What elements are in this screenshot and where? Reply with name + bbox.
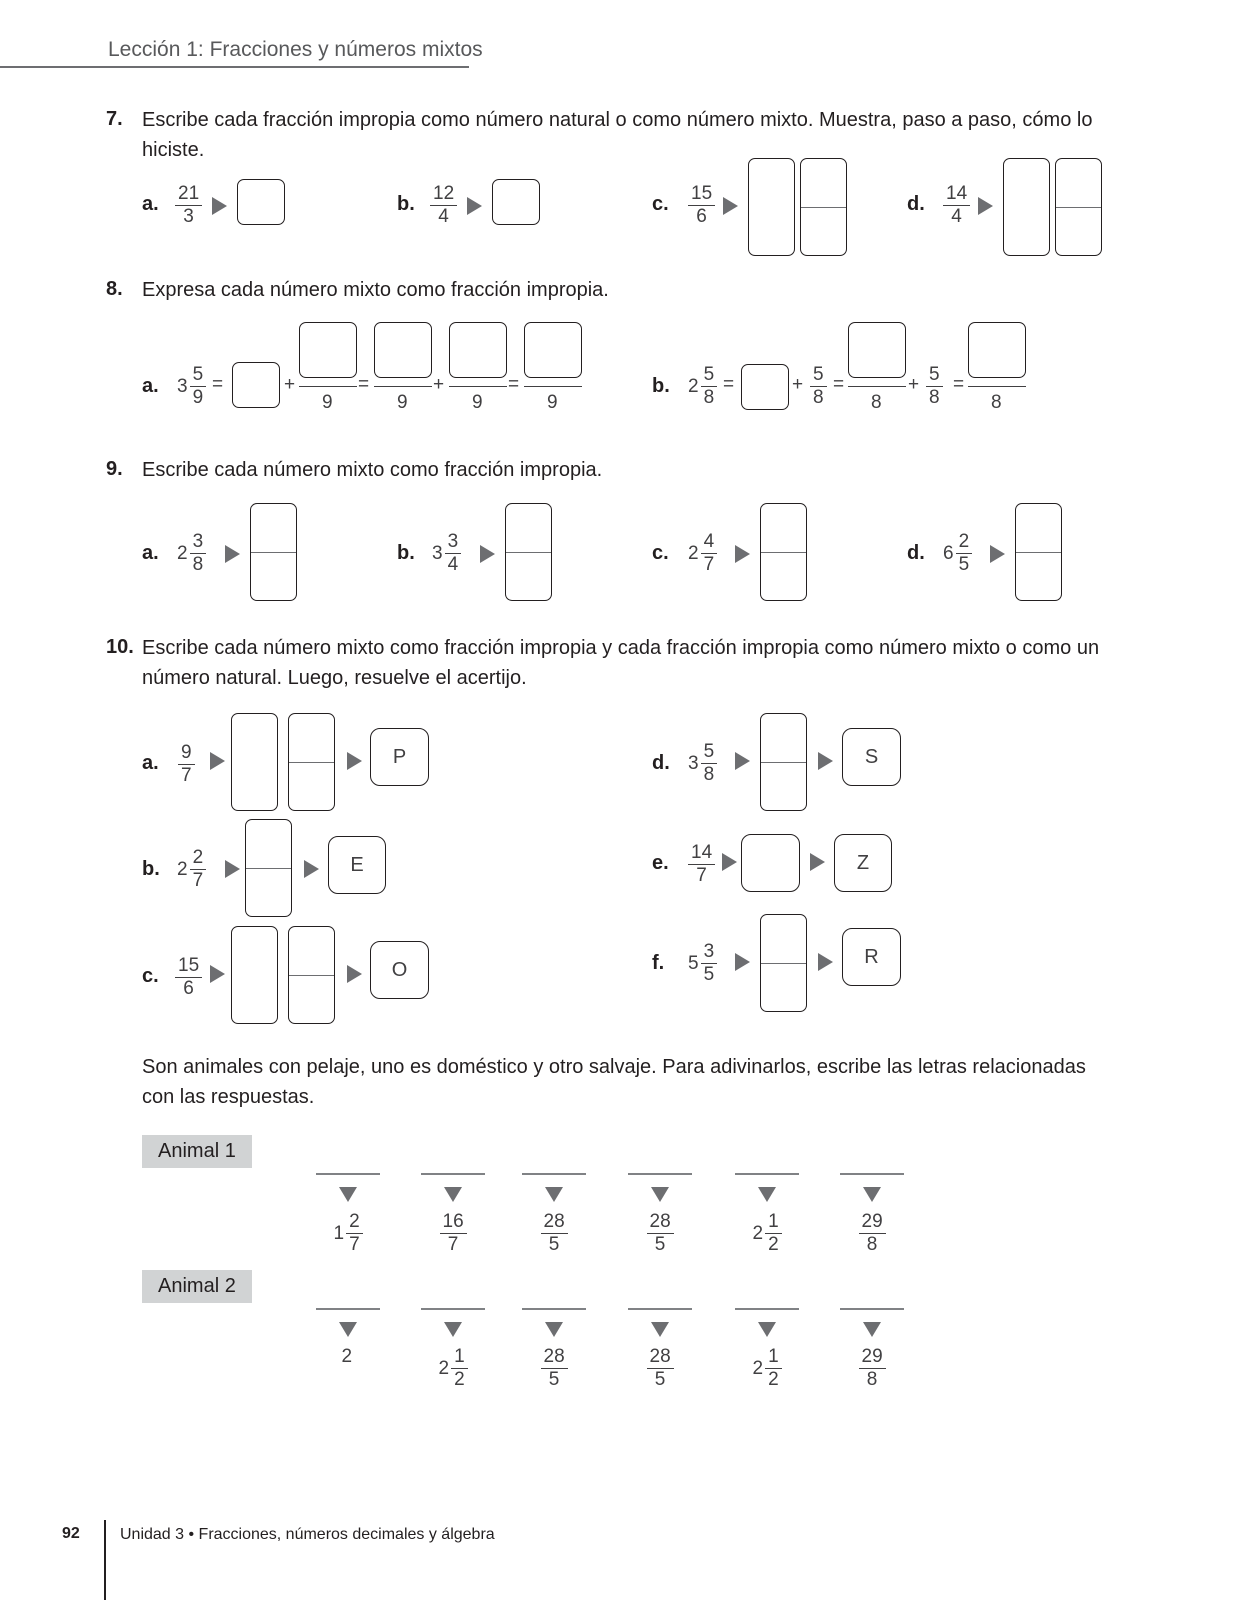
whole-part: 1 bbox=[333, 1222, 345, 1244]
whole-part: 2 bbox=[688, 375, 699, 397]
fraction-part bbox=[190, 364, 207, 409]
fraction-box[interactable] bbox=[288, 713, 335, 811]
fraction-part bbox=[440, 1211, 467, 1256]
arrow-right-icon bbox=[978, 197, 993, 215]
denominator: 5 bbox=[654, 1369, 666, 1390]
fraction-box[interactable] bbox=[505, 503, 552, 601]
letter-blank[interactable] bbox=[735, 1173, 799, 1175]
q8-text: Expresa cada número mixto como fracción impropia. bbox=[142, 279, 609, 301]
q7d-fraction bbox=[943, 183, 970, 228]
letter-box-r: R bbox=[842, 928, 901, 986]
fraction-box[interactable] bbox=[288, 926, 335, 1024]
letter-blank[interactable] bbox=[316, 1308, 380, 1310]
answer-value bbox=[647, 1211, 674, 1256]
q10e-fraction bbox=[688, 842, 715, 887]
arrow-down-icon bbox=[444, 1187, 462, 1202]
q10a-fraction bbox=[178, 742, 195, 787]
arrow-right-icon bbox=[467, 197, 482, 215]
q8-number: 8. bbox=[106, 278, 123, 300]
denominator: 8 bbox=[703, 387, 715, 408]
fraction-box[interactable] bbox=[760, 713, 807, 811]
answer-box[interactable] bbox=[741, 834, 800, 892]
fraction-part bbox=[541, 1346, 568, 1391]
letter-blank[interactable] bbox=[840, 1308, 904, 1310]
arrow-right-icon bbox=[990, 545, 1005, 563]
letter-blank[interactable] bbox=[316, 1173, 380, 1175]
footer-unit-title: Unidad 3 • Fracciones, números decimales y álgebra bbox=[120, 1526, 495, 1543]
whole-part: 2 bbox=[177, 542, 188, 564]
whole-part: 3 bbox=[688, 752, 699, 774]
q8a-mixed-number bbox=[177, 364, 206, 409]
q10a-label: a. bbox=[142, 752, 159, 774]
arrow-down-icon bbox=[339, 1322, 357, 1337]
arrow-right-icon bbox=[722, 853, 737, 871]
q10c-label: c. bbox=[142, 965, 159, 987]
q9d-mixed-number bbox=[943, 531, 972, 576]
numerator: 28 bbox=[541, 1346, 568, 1369]
answer-value bbox=[647, 1346, 674, 1391]
fraction-part bbox=[956, 531, 973, 576]
animal-2-tag: Animal 2 bbox=[142, 1270, 252, 1303]
q7b-label: b. bbox=[397, 193, 415, 215]
q10b-label: b. bbox=[142, 858, 160, 880]
denominator: 8 bbox=[929, 387, 940, 408]
q10-number: 10. bbox=[106, 636, 134, 658]
numerator: 2 bbox=[190, 847, 207, 870]
whole-part: 2 bbox=[438, 1357, 450, 1379]
q9b-label: b. bbox=[397, 542, 415, 564]
arrow-down-icon bbox=[651, 1187, 669, 1202]
denominator: 9 bbox=[397, 392, 408, 413]
arrow-right-icon bbox=[735, 953, 750, 971]
denominator: 9 bbox=[322, 392, 333, 413]
q9c-label: c. bbox=[652, 542, 669, 564]
fraction-part bbox=[701, 741, 718, 786]
numerator: 2 bbox=[956, 531, 973, 554]
arrow-down-icon bbox=[444, 1322, 462, 1337]
fraction-box[interactable] bbox=[800, 158, 847, 256]
whole-part: 2 bbox=[688, 542, 699, 564]
q9-number: 9. bbox=[106, 458, 123, 480]
fraction-box[interactable] bbox=[760, 503, 807, 601]
denominator: 2 bbox=[454, 1369, 465, 1390]
arrow-right-icon bbox=[735, 752, 750, 770]
answer-box[interactable] bbox=[232, 362, 280, 408]
denominator: 2 bbox=[768, 1234, 779, 1255]
arrow-down-icon bbox=[545, 1187, 563, 1202]
fraction-part bbox=[701, 941, 718, 986]
fraction-box[interactable] bbox=[250, 503, 297, 601]
q9d-label: d. bbox=[907, 542, 925, 564]
numerator: 1 bbox=[451, 1346, 468, 1369]
denominator: 8 bbox=[813, 387, 824, 408]
arrow-right-icon bbox=[480, 545, 495, 563]
letter-box-p: P bbox=[370, 728, 429, 786]
arrow-right-icon bbox=[347, 752, 362, 770]
denominator: 9 bbox=[192, 387, 204, 408]
whole-part: 3 bbox=[177, 375, 188, 397]
whole-number-box[interactable] bbox=[1003, 158, 1050, 256]
q9c-mixed-number bbox=[688, 531, 717, 576]
denominator: 7 bbox=[447, 1234, 459, 1255]
fraction bbox=[810, 364, 827, 409]
arrow-right-icon bbox=[225, 545, 240, 563]
denominator: 7 bbox=[349, 1234, 360, 1255]
letter-box-z: Z bbox=[834, 834, 892, 892]
numerator: 14 bbox=[688, 842, 715, 865]
q10d-mixed-number bbox=[688, 741, 717, 786]
equals-sign: = bbox=[212, 374, 224, 395]
numerator: 21 bbox=[175, 183, 202, 206]
numerator: 15 bbox=[175, 955, 202, 978]
answer-value bbox=[859, 1211, 886, 1256]
denominator: 3 bbox=[183, 206, 194, 227]
arrow-right-icon bbox=[810, 853, 825, 871]
fraction-part bbox=[859, 1211, 886, 1256]
arrow-down-icon bbox=[545, 1322, 563, 1337]
whole-part: 2 bbox=[752, 1222, 764, 1244]
arrow-right-icon bbox=[723, 197, 738, 215]
fraction-box[interactable] bbox=[1055, 158, 1102, 256]
numerator: 15 bbox=[688, 183, 715, 206]
denominator: 2 bbox=[768, 1369, 779, 1390]
numerator: 29 bbox=[859, 1211, 886, 1234]
fraction-bar bbox=[848, 386, 906, 387]
arrow-down-icon bbox=[758, 1322, 776, 1337]
fraction-part bbox=[765, 1211, 782, 1256]
letter-blank[interactable] bbox=[421, 1308, 485, 1310]
q9b-mixed-number bbox=[432, 531, 461, 576]
numerator: 5 bbox=[810, 364, 827, 387]
denominator: 4 bbox=[447, 554, 459, 575]
q10b-mixed-number bbox=[177, 847, 206, 892]
numerator: 28 bbox=[541, 1211, 568, 1234]
denominator: 5 bbox=[548, 1369, 560, 1390]
header-rule bbox=[0, 66, 469, 68]
numerator: 5 bbox=[190, 364, 207, 387]
denominator: 8 bbox=[866, 1369, 878, 1390]
denominator: 7 bbox=[703, 554, 715, 575]
plus-sign: + bbox=[284, 374, 296, 395]
denominator: 8 bbox=[991, 392, 1002, 413]
answer-value bbox=[342, 1346, 355, 1368]
denominator: 4 bbox=[951, 206, 962, 227]
arrow-right-icon bbox=[818, 752, 833, 770]
fraction-part bbox=[701, 364, 718, 409]
fraction-box[interactable] bbox=[1015, 503, 1062, 601]
numerator-box[interactable] bbox=[848, 322, 906, 378]
denominator: 7 bbox=[696, 865, 707, 886]
denominator: 9 bbox=[472, 392, 483, 413]
numerator-box[interactable] bbox=[524, 322, 582, 378]
arrow-right-icon bbox=[347, 965, 362, 983]
denominator: 5 bbox=[548, 1234, 560, 1255]
fraction-part bbox=[859, 1346, 886, 1391]
denominator: 7 bbox=[181, 765, 192, 786]
answer-value bbox=[753, 1211, 782, 1256]
fraction-bar bbox=[449, 386, 507, 387]
arrow-down-icon bbox=[863, 1187, 881, 1202]
q9a-mixed-number bbox=[177, 531, 206, 576]
whole-part: 2 bbox=[341, 1346, 353, 1367]
denominator: 5 bbox=[654, 1234, 666, 1255]
q8b-label: b. bbox=[652, 375, 670, 397]
answer-value bbox=[753, 1346, 782, 1391]
q7-text: Escribe cada fracción impropia como número natural o como número mixto. Muestra, paso a paso, cómo lo hiciste. bbox=[142, 109, 1093, 161]
letter-blank[interactable] bbox=[522, 1308, 586, 1310]
equals-sign: = bbox=[723, 374, 735, 395]
denominator: 6 bbox=[183, 978, 194, 999]
arrow-down-icon bbox=[339, 1187, 357, 1202]
answer-value bbox=[859, 1346, 886, 1391]
numerator: 3 bbox=[190, 531, 207, 554]
letter-blank[interactable] bbox=[421, 1173, 485, 1175]
numerator: 1 bbox=[765, 1346, 782, 1369]
arrow-down-icon bbox=[863, 1322, 881, 1337]
arrow-right-icon bbox=[225, 860, 240, 878]
equals-sign: = bbox=[508, 374, 520, 395]
q9a-label: a. bbox=[142, 542, 159, 564]
letter-box-s: S bbox=[842, 728, 901, 786]
denominator: 8 bbox=[871, 392, 882, 413]
q10d-label: d. bbox=[652, 752, 670, 774]
numerator: 12 bbox=[430, 183, 457, 206]
numerator-box[interactable] bbox=[968, 322, 1026, 378]
q10c-fraction bbox=[175, 955, 202, 1000]
numerator: 16 bbox=[440, 1211, 467, 1234]
q7a-fraction bbox=[175, 183, 202, 228]
fraction bbox=[926, 364, 943, 409]
denominator: 5 bbox=[703, 964, 715, 985]
denominator: 5 bbox=[958, 554, 970, 575]
denominator: 9 bbox=[547, 392, 558, 413]
numerator: 2 bbox=[346, 1211, 363, 1234]
answer-value bbox=[541, 1211, 568, 1256]
fraction-part bbox=[647, 1346, 674, 1391]
denominator: 4 bbox=[438, 206, 449, 227]
numerator-box[interactable] bbox=[374, 322, 432, 378]
answer-value bbox=[541, 1346, 568, 1391]
fraction-part bbox=[701, 531, 718, 576]
lesson-title: Lección 1: Fracciones y números mixtos bbox=[108, 38, 483, 61]
fraction-box[interactable] bbox=[245, 819, 292, 917]
whole-part: 2 bbox=[752, 1357, 764, 1379]
letter-blank[interactable] bbox=[522, 1173, 586, 1175]
whole-number-box[interactable] bbox=[748, 158, 795, 256]
plus-sign: + bbox=[792, 374, 804, 395]
arrow-down-icon bbox=[758, 1187, 776, 1202]
arrow-right-icon bbox=[212, 197, 227, 215]
whole-part: 6 bbox=[943, 542, 954, 564]
whole-part: 5 bbox=[688, 952, 699, 974]
fraction-part bbox=[541, 1211, 568, 1256]
letter-blank[interactable] bbox=[735, 1308, 799, 1310]
q10-text: Escribe cada número mixto como fracción impropia y cada fracción impropia como número mixto o como un número natural. Luego, resuelve el acertijo. bbox=[142, 637, 1100, 689]
numerator-box[interactable] bbox=[449, 322, 507, 378]
letter-box-e: E bbox=[328, 836, 386, 894]
denominator: 8 bbox=[192, 554, 204, 575]
numerator: 5 bbox=[926, 364, 943, 387]
q7c-fraction bbox=[688, 183, 715, 228]
numerator: 28 bbox=[647, 1346, 674, 1369]
whole-number-box[interactable] bbox=[231, 926, 278, 1024]
equals-sign: = bbox=[358, 374, 370, 395]
arrow-right-icon bbox=[304, 860, 319, 878]
q7a-label: a. bbox=[142, 193, 159, 215]
fraction-bar bbox=[299, 386, 357, 387]
numerator: 4 bbox=[701, 531, 718, 554]
arrow-right-icon bbox=[210, 752, 225, 770]
answer-box[interactable] bbox=[237, 179, 285, 225]
plus-sign: + bbox=[908, 374, 920, 395]
equals-sign: = bbox=[833, 374, 845, 395]
answer-value bbox=[440, 1211, 467, 1256]
q10f-mixed-number bbox=[688, 941, 717, 986]
fraction-bar bbox=[968, 386, 1026, 387]
fraction-bar bbox=[524, 386, 582, 387]
numerator: 9 bbox=[178, 742, 195, 765]
letter-box-o: O bbox=[370, 941, 429, 999]
equals-sign: = bbox=[953, 374, 965, 395]
arrow-right-icon bbox=[735, 545, 750, 563]
q9-text: Escribe cada número mixto como fracción impropia. bbox=[142, 459, 603, 481]
letter-blank[interactable] bbox=[628, 1308, 692, 1310]
fraction-part bbox=[445, 531, 462, 576]
arrow-right-icon bbox=[210, 965, 225, 983]
whole-part: 2 bbox=[177, 858, 188, 880]
q8b-mixed-number bbox=[688, 364, 717, 409]
denominator: 6 bbox=[696, 206, 707, 227]
fraction-part bbox=[346, 1211, 363, 1256]
q7-number: 7. bbox=[106, 108, 123, 130]
fraction-box[interactable] bbox=[760, 914, 807, 1012]
q7c-label: c. bbox=[652, 193, 669, 215]
numerator: 28 bbox=[647, 1211, 674, 1234]
plus-sign: + bbox=[433, 374, 445, 395]
q10e-label: e. bbox=[652, 852, 669, 874]
numerator: 29 bbox=[859, 1346, 886, 1369]
fraction-part bbox=[647, 1211, 674, 1256]
numerator-box[interactable] bbox=[299, 322, 357, 378]
fraction-part bbox=[451, 1346, 468, 1391]
letter-blank[interactable] bbox=[628, 1173, 692, 1175]
arrow-right-icon bbox=[818, 953, 833, 971]
whole-number-box[interactable] bbox=[231, 713, 278, 811]
riddle-text: Son animales con pelaje, uno es doméstico y otro salvaje. Para adivinarlos, escribe las letras relacionadas con las respuestas. bbox=[142, 1056, 1086, 1108]
answer-value bbox=[334, 1211, 363, 1256]
numerator: 5 bbox=[701, 741, 718, 764]
numerator: 5 bbox=[701, 364, 718, 387]
fraction-bar bbox=[374, 386, 432, 387]
fraction-part bbox=[190, 531, 207, 576]
denominator: 8 bbox=[866, 1234, 878, 1255]
q7b-fraction bbox=[430, 183, 457, 228]
page-number: 92 bbox=[62, 1525, 80, 1542]
fraction-part bbox=[765, 1346, 782, 1391]
answer-value bbox=[439, 1346, 468, 1391]
whole-part: 3 bbox=[432, 542, 443, 564]
denominator: 8 bbox=[703, 764, 715, 785]
q8a-label: a. bbox=[142, 375, 159, 397]
numerator: 14 bbox=[943, 183, 970, 206]
arrow-down-icon bbox=[651, 1322, 669, 1337]
denominator: 7 bbox=[192, 870, 204, 891]
animal-1-tag: Animal 1 bbox=[142, 1135, 252, 1168]
q7d-label: d. bbox=[907, 193, 925, 215]
footer-divider bbox=[104, 1520, 106, 1600]
numerator: 3 bbox=[701, 941, 718, 964]
answer-box[interactable] bbox=[741, 364, 789, 410]
letter-blank[interactable] bbox=[840, 1173, 904, 1175]
q10f-label: f. bbox=[652, 952, 665, 974]
numerator: 1 bbox=[765, 1211, 782, 1234]
numerator: 3 bbox=[445, 531, 462, 554]
answer-box[interactable] bbox=[492, 179, 540, 225]
fraction-part bbox=[190, 847, 207, 892]
